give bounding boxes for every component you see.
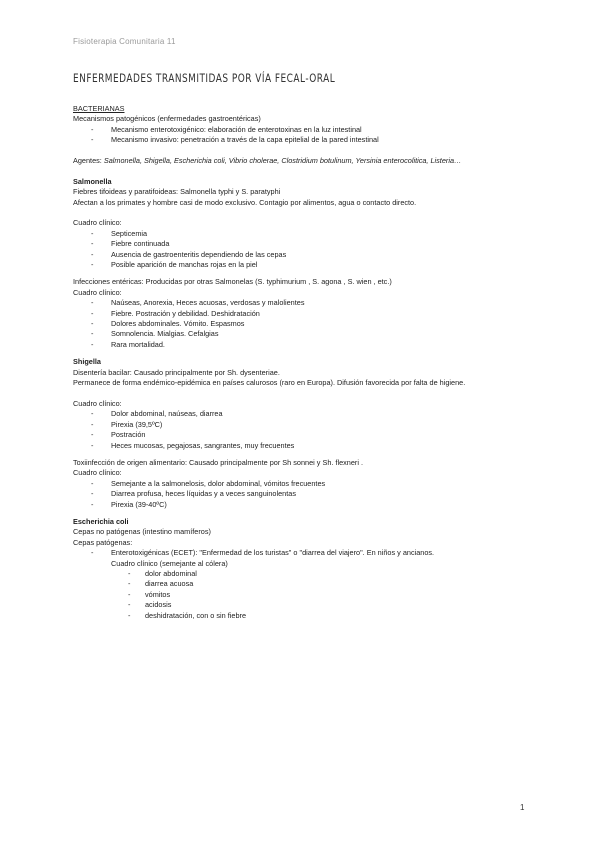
sub-list-item: - vómitos bbox=[73, 590, 533, 600]
list-item: - Somnolencia. Mialgias. Cefalgias bbox=[73, 329, 533, 339]
cuadro-label: Cuadro clínico: bbox=[73, 398, 122, 408]
cuadro-label: Cuadro clínico: bbox=[73, 287, 122, 297]
list-item: - Dolores abdominales. Vómito. Espasmos bbox=[73, 319, 533, 329]
list-item: - Dolor abdominal, naúseas, diarrea bbox=[73, 409, 533, 419]
list-item: - Ausencia de gastroenteritis dependiendo de las cepas bbox=[73, 250, 533, 260]
section-heading-salmonella: Salmonella bbox=[73, 176, 112, 186]
paragraph: Infecciones entéricas: Producidas por otras Salmonelas (S. typhimurium , S. agona , S. wien , etc.) bbox=[73, 277, 392, 287]
list-item: - Mecanismo enterotoxigénico: elaboración de enterotoxinas en la luz intestinal bbox=[73, 125, 533, 135]
list-item: - Posible aparición de manchas rojas en la piel bbox=[73, 260, 533, 270]
paragraph: Toxiinfección de origen alimentario: Causado principalmente por Sh sonnei y Sh. flexneri . bbox=[73, 457, 364, 467]
cuadro-label: Cuadro clínico: bbox=[73, 468, 122, 478]
list-item: - Pirexia (39-40ºC) bbox=[73, 500, 533, 510]
list-item: - Septicemia bbox=[73, 229, 533, 239]
list-item: - Heces mucosas, pegajosas, sangrantes, muy frecuentes bbox=[73, 441, 533, 451]
list-item: - Naúseas, Anorexia, Heces acuosas, verdosas y malolientes bbox=[73, 298, 533, 308]
agentes-list: Salmonella, Shigella, Escherichia coli, Vibrio cholerae, Clostridium botulinum, Yersinia enterocolitica, Listeria… bbox=[103, 156, 462, 166]
sub-list-item: - acidosis bbox=[73, 600, 533, 610]
paragraph: Afectan a los primates y hombre casi de modo exclusivo. Contagio por alimentos, agua o contacto directo. bbox=[73, 197, 417, 207]
document-title: ENFERMEDADES TRANSMITIDAS POR VÍA FECAL-ORAL bbox=[73, 71, 336, 85]
list-item: - Fiebre continuada bbox=[73, 239, 533, 249]
section-heading-shigella: Shigella bbox=[73, 357, 101, 367]
list-item: - Diarrea profusa, heces líquidas y a veces sanguinolentas bbox=[73, 489, 533, 499]
list-item: - Fiebre. Postración y debilidad. Deshidratación bbox=[73, 309, 533, 319]
section-heading-bacterianas: BACTERIANAS bbox=[73, 104, 125, 113]
cuadro-label: Cuadro clínico: bbox=[73, 218, 122, 228]
sub-list-item: - diarrea acuosa bbox=[73, 579, 533, 589]
agentes-line bbox=[73, 156, 533, 166]
paragraph: Cepas no patógenas (intestino mamíferos) bbox=[73, 527, 211, 537]
list-item: - Postración bbox=[73, 430, 533, 440]
list-item: - Enterotoxigénicas (ECET): "Enfermedad de los turistas" o "diarrea del viajero". En niños y ancianos. bbox=[73, 548, 533, 558]
cuadro-label: Cuadro clínico (semejante al cólera) bbox=[111, 558, 228, 568]
paragraph: Mecanismos patogénicos (enfermedades gastroentéricas) bbox=[73, 114, 261, 124]
paragraph: Cepas patógenas: bbox=[73, 537, 133, 547]
section-heading-ecoli: Escherichia coli bbox=[73, 516, 129, 526]
page-number: 1 bbox=[520, 803, 525, 812]
page-header: Fisioterapia Comunitaria 11 bbox=[73, 37, 176, 46]
paragraph: Permanece de forma endémico-epidémica en países calurosos (raro en Europa). Difusión favorecida por falta de higiene. bbox=[73, 378, 466, 388]
list-item: - Mecanismo invasivo: penetración a través de la capa epitelial de la pared intestinal bbox=[73, 135, 533, 145]
sub-list-item: - deshidratación, con o sin fiebre bbox=[73, 611, 533, 621]
sub-list-item: - dolor abdominal bbox=[73, 569, 533, 579]
paragraph: Disentería bacilar: Causado principalmente por Sh. dysenteriae. bbox=[73, 367, 280, 377]
document-body bbox=[73, 104, 533, 621]
list-item: - Semejante a la salmonelosis, dolor abdominal, vómitos frecuentes bbox=[73, 479, 533, 489]
list-item: - Pirexia (39,5ºC) bbox=[73, 420, 533, 430]
paragraph: Fiebres tifoideas y paratifoideas: Salmonella typhi y S. paratyphi bbox=[73, 187, 281, 197]
list-item: - Rara mortalidad. bbox=[73, 340, 533, 350]
agentes-label: Agentes: bbox=[73, 156, 104, 166]
